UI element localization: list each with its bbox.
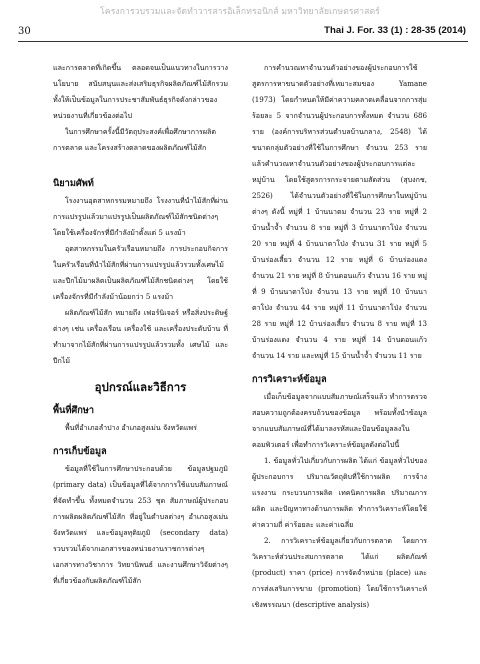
page-number: 30: [18, 26, 31, 37]
intro-paragraph-continued: และการตลาดที่เกิดขึ้น ตลอดจนเป็นแนวทางในการวางนโยบาย สนับสนุนและส่งเสริมธุรกิจผลิตภัณฑ์ไม้สักรวมทั้งให้เป็นข้อมูลในการประชาสัมพันธ์ธุรกิจดังกล่าวของหน่วยงานที่เกี่ยวข้องต่อไป: [53, 63, 228, 120]
archive-watermark: โครงการวบรวมและจัดทำวารสารอิเล็กทรอนิกส์ มหาวิทยาลัยเกษตรศาสตร์: [100, 7, 380, 17]
study-area-paragraph: พื้นที่อำเภอลำปาง อำเภอสูงเม่น จังหวัดแพร่: [65, 423, 197, 432]
methods-heading: อุปกรณ์และวิธีการ: [94, 380, 187, 394]
study-area-heading: พื้นที่ศึกษา: [53, 405, 95, 416]
sample-size-paragraph: การคำนวณหาจำนวนตัวอย่างของผู้ประกอบการใช้สูตรการหาขนาดตัวอย่างที่เหมาะสมของ Yamane (1973) โดยกำหนดให้มีค่าความคลาดเคลื่อนจากการสุ่มร้อยละ 5 จากจำนวนผู้ประกอบการทั้งหมด จำนวน 686 ราย (องค์การบริหารส่วนตำบลบ้านกลาง, 2548) ได้ขนาดกลุ่มตัวอย่างที่ใช้ในการศึกษา จำนวน 253 ราย แล้วคำนวณหาจำนวนตัวอย่างของผู้ประกอบการแต่ละหมู่บ้าน โดยใช้สูตรการกระจายตามสัดส่วน (สุบงกช, 2526) ได้จำนวนตัวอย่างที่ใช้ในการศึกษาในหมู่บ้านต่างๆ ดังนี้ หมู่ที่ 1 บ้านนาตม จำนวน 23 ราย หมู่ที่ 2 บ้านน้ำจ้ำ จำนวน 8 ราย หมู่ที่ 3 บ้านนาตาโป่ง จำนวน 20 ราย หมู่ที่ 4 บ้านนาตาโป่ง จำนวน 31 ราย หมู่ที่ 5 บ้านร่องเสี้ยว จำนวน 12 ราย หมู่ที่ 6 บ้านร่องแดง จำนวน 21 ราย หมู่ที่ 8 บ้านดอนแก้ว จำนวน 16 ราย หมู่ที่ 9 บ้านนาตาโป่ง จำนวน 13 ราย หมู่ที่ 10 บ้านนาตาโป่ง จำนวน 44 ราย หมู่ที่ 11 บ้านนาตาโป่ง จำนวน 28 ราย หมู่ที่ 12 บ้านร่องเสี้ยว จำนวน 8 ราย หมู่ที่ 13 บ้านร่องแดง จำนวน 4 ราย หมู่ที่ 14 บ้านดอนแก้ว จำนวน 14 ราย และหมู่ที่ 15 บ้านน้ำจ้ำ จำนวน 11 ราย: [252, 63, 427, 360]
data-collection-heading: การเก็บข้อมูล: [53, 446, 107, 457]
analysis-item-2: 2. การวิเคราะห์ข้อมูลเกี่ยวกับการตลาด โดยการวิเคราะห์ส่วนประสมการตลาด ได้แก่ ผลิตภัณฑ์ (product) ราคา (price) การจัดจำหน่าย (place) และการส่งเสริมการขาย (promotion) โดยใช้การวิเคราะห์เชิงพรรณนา (descriptive analysis): [252, 536, 427, 609]
definitions-heading: นิยามศัพท์: [53, 178, 94, 189]
definition-teak-product: ผลิตภัณฑ์ไม้สัก หมายถึง เฟอร์นิเจอร์ หรือสิ่งประดิษฐ์ต่างๆ เช่น เครื่องเรือน เครื่องใช้ และเครื่องประดับบ้าน ที่ทำมาจากไม้สักที่ผ่านการแปรรูปแล้วรวมทั้ง เศษไม้ และปีกไม้: [53, 308, 228, 365]
data-collection-paragraph: ข้อมูลที่ใช้ในการศึกษาประกอบด้วย ข้อมูลปฐมภูมิ (primary data) เป็นข้อมูลที่ได้จากการใช้แบบสัมภาษณ์ที่จัดทำขึ้น ทั้งหมดจำนวน 253 ชุด สัมภาษณ์ผู้ประกอบการผลิตผลิตภัณฑ์ไม้สัก ที่อยู่ในตำบลต่างๆ อำเภอสูงเม่น จังหวัดแพร่ และข้อมูลทุติยภูมิ (secondary data) รวบรวมได้จากเอกสารของหน่วยงานราชการต่างๆ เอกสารทางวิชาการ วิทยานิพนธ์ และงานศึกษาวิจัยต่างๆ ที่เกี่ยวข้องกับผลิตภัณฑ์ไม้สัก: [53, 464, 228, 585]
analysis-item-1: 1. ข้อมูลทั่วไปเกี่ยวกับการผลิต ได้แก่ ข้อมูลทั่วไปของผู้ประกอบการ ปริมาณวัตถุดิบที่ใช้การผลิต การจ้างแรงงาน กระบวนการผลิต เทคนิคการผลิต ปริมาณการผลิต และปัญหาทางด้านการผลิต ทำการวิเคราะห์โดยใช้ค่าความถี่ ค่าร้อยละ และค่าเฉลี่ย: [252, 456, 427, 529]
analysis-heading: การวิเคราะห์ข้อมูล: [252, 374, 327, 385]
objective-paragraph: ในการศึกษาครั้งนี้มีวัตถุประสงค์เพื่อศึกษาการผลิต การตลาด และโครงสร้างตลาดของผลิตภัณฑ์ไม้สัก: [53, 127, 216, 152]
header-divider: [18, 41, 468, 42]
right-column: [252, 60, 427, 613]
definition-factory: โรงงานอุตสาหกรรมหมายถึง โรงงานที่นำไม้สักที่ผ่านการแปรรูปแล้วมาแปรรูปเป็นผลิตภัณฑ์ไม้สักชนิดต่างๆ โดยใช้เครื่องจักรที่มีกำลังม้าตั้งแต่ 5 แรงม้า: [53, 196, 228, 237]
definition-household-industry: อุตสาหกรรมในครัวเรือนหมายถึง การประกอบกิจการในครัวเรือนที่นำไม้สักที่ผ่านการแปรรูปแล้วรวมทั้งเศษไม้ และปีกไม้มาผลิตเป็นผลิตภัณฑ์ไม้สักชนิดต่างๆ โดยใช้เครื่องจักรที่มีกำลังม้าน้อยกว่า 5 แรงม้า: [53, 244, 228, 301]
journal-citation-header: Thai J. For. 33 (1) : 28-35 (2014): [324, 25, 466, 36]
left-column: [53, 60, 228, 589]
spacer: [53, 156, 228, 168]
analysis-intro-paragraph: เมื่อเก็บข้อมูลจากแบบสัมภาษณ์เสร็จแล้ว ทำการตรวจสอบความถูกต้องครบถ้วนของข้อมูล พร้อมทั้งนำข้อมูลจากแบบสัมภาษณ์ที่ได้มาลงรหัสและป้อนข้อมูลลงในคอมพิวเตอร์ เพื่อทำการวิเคราะห์ข้อมูลดังต่อไปนี้: [252, 392, 427, 449]
